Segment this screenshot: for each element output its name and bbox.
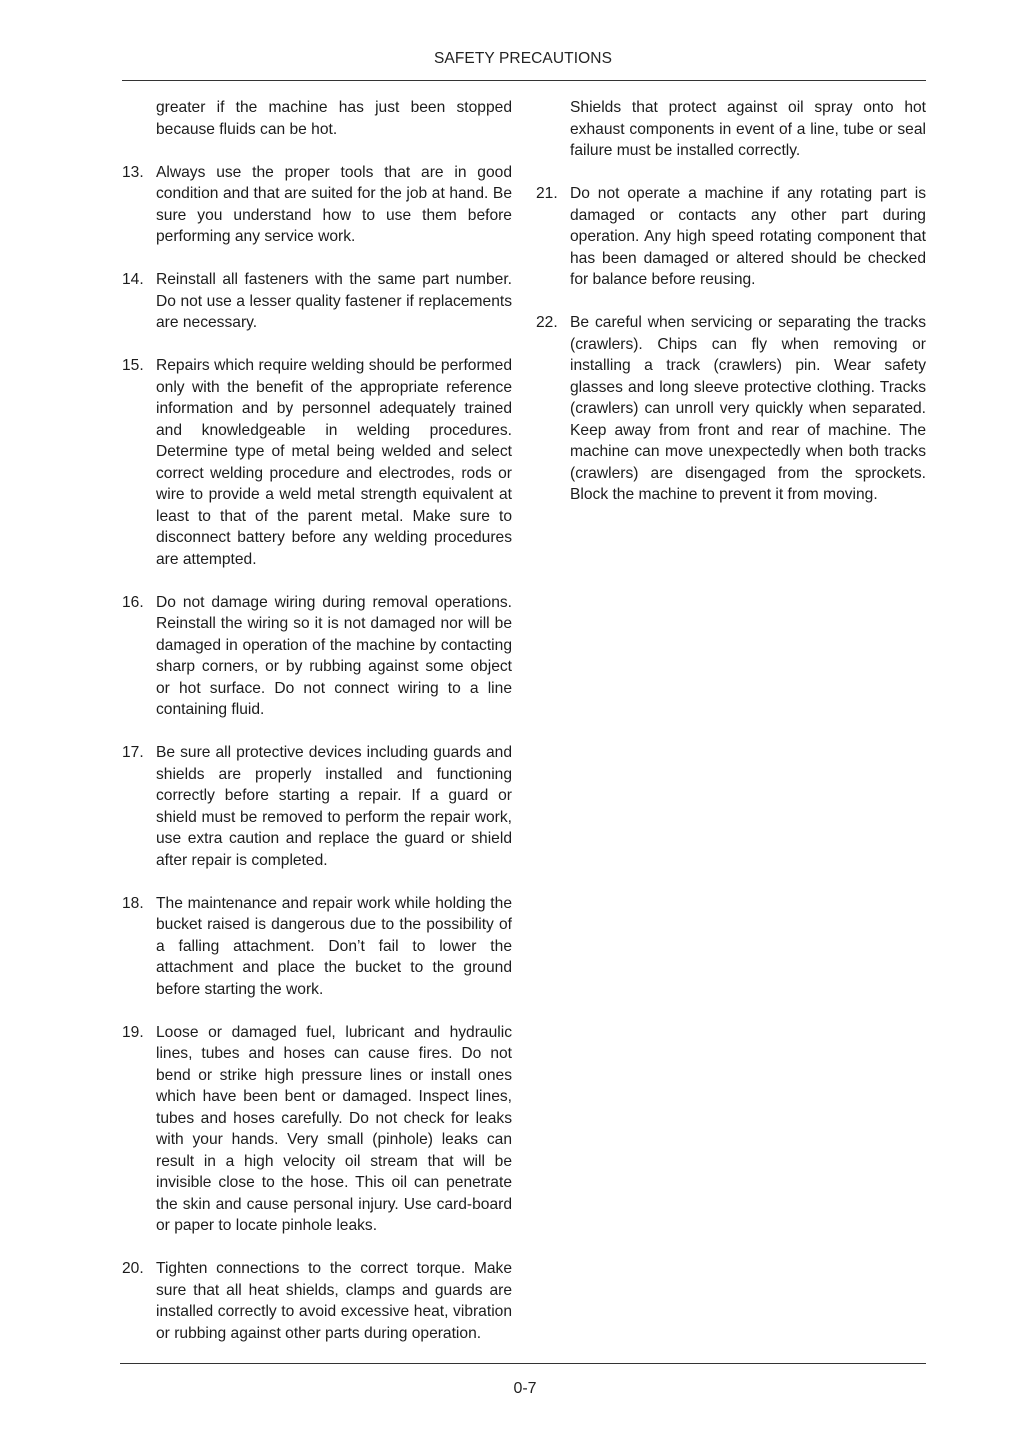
right-column bbox=[536, 97, 926, 527]
item-number: 14. bbox=[122, 271, 144, 288]
list-item-17 bbox=[122, 742, 512, 871]
item-number: 20. bbox=[122, 1260, 144, 1277]
item-number: 22. bbox=[536, 314, 558, 331]
continued-paragraph bbox=[122, 97, 512, 140]
item-number: 15. bbox=[122, 357, 144, 374]
list-item-20 bbox=[122, 1258, 512, 1344]
item-text: Be sure all protective devices including guards and shields are properly installed and functioning correctly before starting a repair. If a guard or shield must be removed to perform the repair work, use extra caution and replace the guard or shield after repair is completed. bbox=[156, 744, 512, 869]
left-column bbox=[122, 97, 512, 1366]
item-text: Tighten connections to the correct torque. Make sure that all heat shields, clamps and guards are installed correctly to avoid excessive heat, vibration or rubbing against other parts during operation. bbox=[156, 1260, 512, 1342]
item-text: Do not operate a machine if any rotating part is damaged or contacts any other part during operation. Any high speed rotating component that has been damaged or altered should be checked for balance before reusing. bbox=[570, 185, 926, 288]
paragraph-text: greater if the machine has just been stopped because fluids can be hot. bbox=[156, 99, 512, 138]
item-number: 19. bbox=[122, 1023, 144, 1041]
paragraph-text: Shields that protect against oil spray onto hot exhaust components in event of a line, tube or seal failure must be installed correctly. bbox=[570, 99, 926, 159]
item-number: 21. bbox=[536, 185, 558, 202]
list-item-18 bbox=[122, 893, 512, 1001]
item-text: The maintenance and repair work while holding the bucket raised is dangerous due to the possibility of a falling attachment. Don’t fail to lower the attachment and place the bucket to the ground before starting the work. bbox=[156, 894, 512, 998]
list-item-14 bbox=[122, 269, 512, 334]
item-number: 17. bbox=[122, 744, 144, 761]
item-text: Repairs which require welding should be performed only with the benefit of the appropriate reference information and by personnel adequately trained and knowledgeable in welding procedures. Determine type of metal being welded and select correct welding procedure and electrodes, rods or wire to provide a weld metal strength equivalent at least to that of the parent metal. Make sure to disconnect battery before any welding procedures are attempted. bbox=[156, 357, 512, 568]
list-item-22 bbox=[536, 312, 926, 506]
item-number: 16. bbox=[122, 593, 144, 611]
list-item-21 bbox=[536, 183, 926, 291]
list-item-19 bbox=[122, 1022, 512, 1237]
list-item-15 bbox=[122, 355, 512, 570]
item-text: Loose or damaged fuel, lubricant and hydraulic lines, tubes and hoses can cause fires. Do not bend or strike high pressure lines or install ones which have been bent or damaged. Inspect lines, tubes and hoses carefully. Do not check for leaks with your hands. Very small (pinhole) leaks can result in a high velocity oil stream that will be invisible close to the hose. This oil can penetrate the skin and cause personal injury. Use card-board or paper to locate pinhole leaks. bbox=[156, 1023, 512, 1234]
item-text: Be careful when servicing or separating the tracks (crawlers). Chips can fly when removing or installing a track (crawlers) pin. Wear safety glasses and long sleeve protective clothing. Tracks (crawlers) can unroll very quickly when separated. Keep away from front and rear of machine. The machine can move unexpectedly when both tracks (crawlers) are disengaged from the sprockets. Block the machine to prevent it from moving. bbox=[570, 314, 926, 503]
page-number: 0-7 bbox=[513, 1380, 537, 1397]
footer-divider bbox=[120, 1363, 926, 1364]
page-header-title: SAFETY PRECAUTIONS bbox=[433, 50, 613, 67]
list-item-13 bbox=[122, 162, 512, 248]
item-number: 18. bbox=[122, 894, 144, 912]
item-text: Reinstall all fasteners with the same part number. Do not use a lesser quality fastener if replacements are necessary. bbox=[156, 271, 512, 331]
continued-paragraph bbox=[536, 97, 926, 162]
list-item-16 bbox=[122, 592, 512, 721]
header-divider bbox=[122, 80, 926, 81]
item-number: 13. bbox=[122, 163, 144, 181]
item-text: Always use the proper tools that are in good condition and that are suited for the job at hand. Be sure you understand how to use them before performing any service work. bbox=[156, 163, 512, 245]
item-text: Do not damage wiring during removal operations. Reinstall the wiring so it is not damaged nor will be damaged in operation of the machine by contacting sharp corners, or by rubbing against some object or hot surface. Do not connect wiring to a line containing fluid. bbox=[156, 593, 512, 718]
